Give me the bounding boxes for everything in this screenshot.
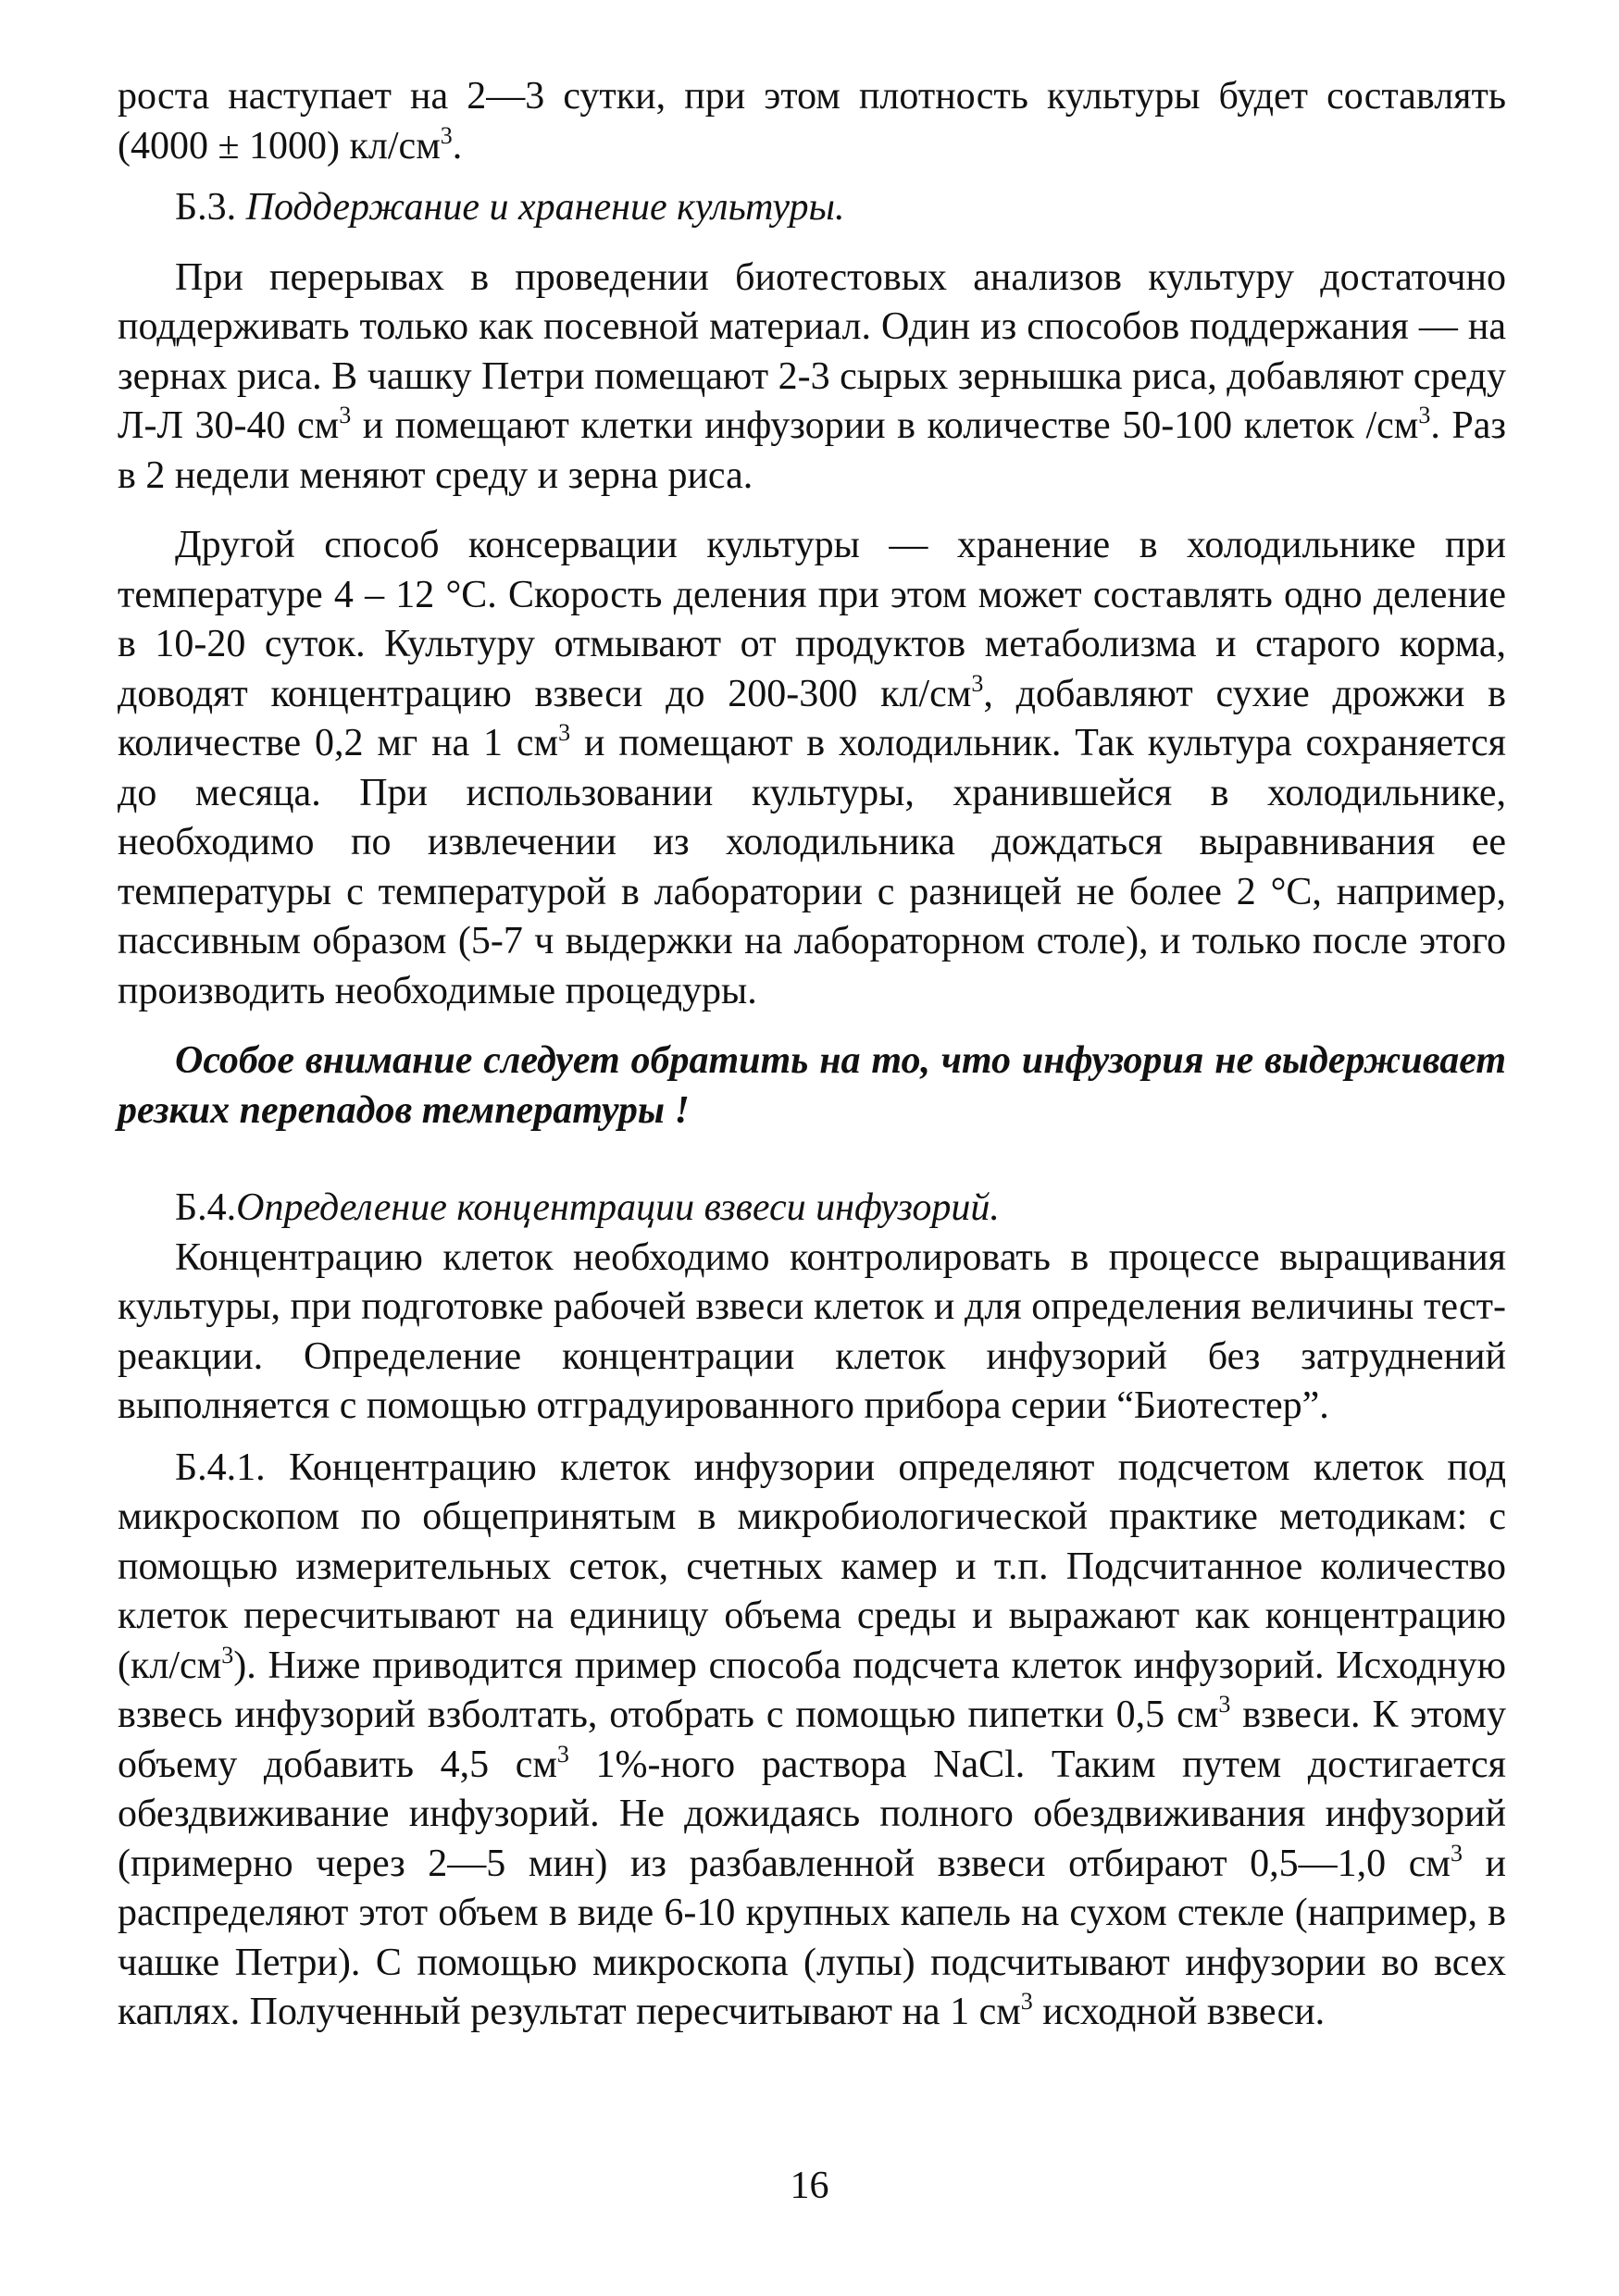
section-heading-b3 — [118, 183, 1506, 233]
paragraph-text: ). Ниже приводится пример способа подсчета клеток инфузорий. Исходную взвесь инфузорий взболтать, отобрать с помощью пипетки 0,5 см — [118, 1644, 1506, 1736]
section-number: Б.4. — [175, 1186, 237, 1229]
superscript: 3 — [339, 402, 352, 428]
superscript: 3 — [1418, 402, 1431, 428]
paragraph-text: роста наступает на 2—3 сутки, при этом плотность культуры будет составлять (4000 ± 1000) кл/см — [118, 75, 1506, 168]
page-body — [118, 72, 1506, 2038]
superscript: 3 — [558, 719, 571, 746]
paragraph-text: . Раз в 2 недели меняют среду и зерна риса. — [118, 404, 1506, 497]
paragraph-text: . — [452, 124, 463, 168]
section-title: Поддержание и хранение культуры. — [245, 186, 845, 229]
paragraph-growth-density — [118, 72, 1506, 171]
paragraph-text: и распределяют этот объем в виде 6-10 крупных капель на сухом стекле (например, в чашке Петри). С помощью микроскопа (лупы) подсчитывают инфузории во всех каплях. Полученный результат пересчитывают на 1 см — [118, 1842, 1507, 2033]
section-number: Б.3. — [175, 186, 246, 229]
paragraph-text: При перерывах в проведении биотестовых анализов культуру достаточно поддерживать только как посевной материал. Один из способов поддержания — на зернах риса. В чашку Петри помещают 2-3 сырых зернышка риса, добавляют среду Л-Л 30-40 см — [118, 255, 1506, 447]
paragraph-text: Б.4.1. Концентрацию клеток инфузории определяют подсчетом клеток под микроскопом по общепринятым в микробиологической практике методикам: с помощью измерительных сеток, счетных камер и т.п. Подсчитанное количество клеток пересчитывают на единицу объема среды и выражают как концентрацию (кл/см — [118, 1446, 1506, 1687]
paragraph-maintenance — [118, 254, 1506, 502]
paragraph-cold-storage — [118, 521, 1506, 1016]
paragraph-text: и помещают клетки инфузории в количестве 50-100 клеток /см — [351, 404, 1419, 447]
section-title: Определение концентрации взвеси инфузорий. — [236, 1186, 1000, 1229]
superscript: 3 — [1218, 1691, 1231, 1718]
paragraph-text: взвеси. К этому объему добавить 4,5 см — [118, 1694, 1506, 1786]
section-heading-b4 — [118, 1184, 1506, 1234]
paragraph-text: и помещают в холодильник. Так культура сохраняется до месяца. При использовании культуры, хранившейся в холодильнике, необходимо по извлечении из холодильника дождаться выравнивания ее температуры с температурой в лаборатории с разницей не более 2 °С, например, пассивным образом (5-7 ч выдержки на лабораторном столе), и только после этого производить необходимые процедуры. — [118, 722, 1506, 1012]
paragraph-text: исходной взвеси. — [1032, 1991, 1326, 2033]
superscript: 3 — [971, 669, 984, 697]
superscript: 3 — [556, 1740, 569, 1768]
superscript: 3 — [440, 121, 453, 149]
paragraph-text: , добавляют сухие дрожжи в количестве 0,2 мг на 1 см — [118, 672, 1506, 764]
warning-note: Особое внимание следует обратить на то, что инфузория не выдерживает резких перепадов температуры ! — [118, 1039, 1506, 1132]
superscript: 3 — [221, 1641, 234, 1669]
paragraph-cell-counting — [118, 1444, 1506, 2038]
page-number: 16 — [790, 2165, 829, 2207]
paragraph-text: Другой способ консервации культуры — хранение в холодильнике при температуре 4 – 12 °С. Скорость деления при этом может составлять одно деление в 10-20 суток. Культуру отмывают от продуктов метаболизма и старого корма, доводят концентрацию взвеси до 200-300 кл/см — [118, 524, 1506, 715]
superscript: 3 — [1450, 1839, 1463, 1867]
paragraph-text: 1%-ного раствора NaCl. Таким путем достигается обездвиживание инфузорий. Не дожидаясь полного обездвиживания инфузорий (примерно через 2—5 мин) из разбавленной взвеси отбирают 0,5—1,0 см — [118, 1743, 1506, 1885]
paragraph-concentration-control: Концентрацию клеток необходимо контролировать в процессе выращивания культуры, при подготовке рабочей взвеси клеток и для определения величины тест-реакции. Определение концентрации клеток инфузорий без затруднений выполняется с помощью отградуированного прибора серии “Биотестер”. — [118, 1235, 1506, 1427]
superscript: 3 — [1020, 1988, 1033, 2015]
